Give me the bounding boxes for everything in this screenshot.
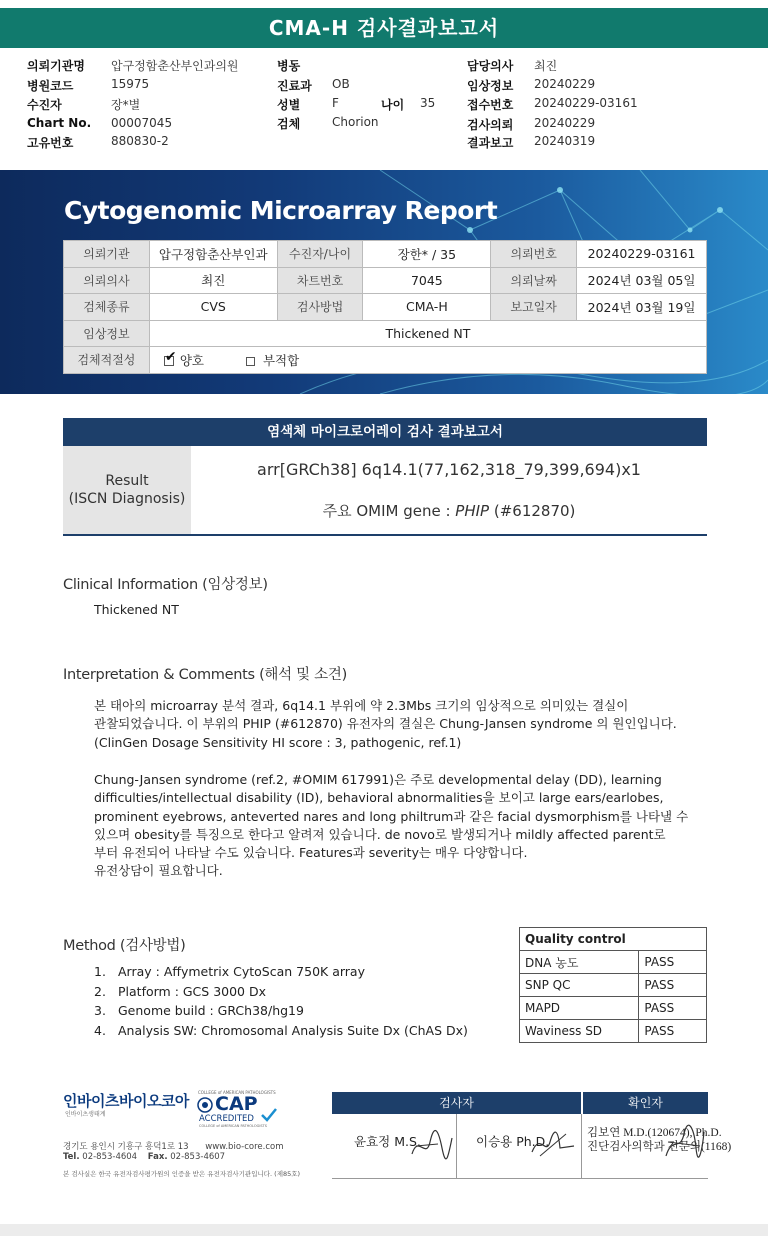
text-line: difficulties/intellectual disability (ID), behavioral abnormalities을 보이고 large ears/earlobes, [94, 790, 664, 806]
cap-accredited-text: ACCREDITED [199, 1114, 254, 1124]
info-value: CVS [149, 294, 277, 321]
table-row [64, 241, 707, 268]
label-referring-institution: 의뢰기관명 [27, 59, 85, 73]
label-report-date: 결과보고 [467, 136, 514, 150]
info-key: 검체종류 [64, 294, 150, 321]
table-row [520, 928, 707, 951]
iscn-result: arr[GRCh38] 6q14.1(77,162,318_79,399,694)x1 [257, 460, 641, 479]
value-sex: F [332, 96, 339, 110]
label-department: 진료과 [277, 79, 312, 93]
text-line: 부터 유전되어 나타날 수도 있습니다. Features과 severity는 매우 다양합니다. [94, 845, 528, 861]
table-row [520, 974, 707, 997]
text-line: Chung-Jansen syndrome (ref.2, #OMIM 617991)은 주로 developmental delay (DD), learning [94, 772, 662, 787]
interpretation-heading: Interpretation & Comments (해석 및 소견) [63, 667, 347, 683]
info-value: CMA-H [363, 294, 491, 321]
list-item [94, 1003, 468, 1023]
table-row [64, 347, 707, 374]
info-key: 검사방법 [277, 294, 363, 321]
list-item [94, 1023, 468, 1043]
tester2-name: 이승용 Ph.D. [476, 1134, 550, 1149]
clinical-info-text: Thickened NT [94, 602, 179, 617]
method-num: 1. [94, 964, 106, 979]
info-key: 검체적절성 [64, 347, 150, 374]
text-line: 본 태아의 microarray 분석 결과, 6q14.1 부위에 약 2.3Mbs 크기의 임상적으로 의미있는 결실이 [94, 698, 629, 713]
info-value: 20240229-03161 [577, 241, 707, 268]
label-doctor: 담당의사 [467, 59, 514, 73]
checkmark-icon [261, 1108, 277, 1122]
result-label-line2: (ISCN Diagnosis) [68, 491, 186, 507]
qc-status: PASS [639, 974, 707, 997]
qc-status: PASS [639, 997, 707, 1020]
accreditation-notice: 본 검사실은 한국 유전자검사평가원의 인증을 받은 유전자검사기관입니다. (제85호) [63, 1170, 301, 1178]
info-key: 수진자/나이 [277, 241, 363, 268]
text-line: 관찰되었습니다. 이 부위의 PHIP (#612870) 유전자의 결실은 Chung-Jansen syndrome 의 원인입니다. [94, 716, 677, 732]
info-value: 2024년 03월 05일 [577, 267, 707, 294]
result-label-line1: Result [105, 473, 149, 489]
text-line: prominent eyebrows, anteverted nares and long philtrum과 같은 facial dysmorphism를 나타낼 수 [94, 808, 689, 824]
value-doctor: 최진 [534, 59, 558, 73]
check-icon: ✔ [164, 349, 177, 366]
cap-accreditation-logo [195, 1090, 285, 1130]
divider [581, 1114, 582, 1179]
info-key: 임상정보 [64, 320, 150, 347]
cap-small-bottom: COLLEGE of AMERICAN PATHOLOGISTS [199, 1124, 267, 1128]
method-text: Genome build : GRCh38/hg19 [118, 1003, 304, 1019]
table-row [520, 951, 707, 974]
method-list [94, 964, 468, 1043]
label-receipt-no: 접수번호 [467, 98, 514, 112]
cap-text: CAP [215, 1093, 258, 1115]
qc-name: DNA 농도 [520, 951, 639, 974]
info-key: 보고일자 [491, 294, 577, 321]
tel-label: Tel. [63, 1152, 80, 1162]
value-age: 35 [420, 96, 436, 110]
text-line: (ClinGen Dosage Sensitivity HI score : 3, pathogenic, ref.1) [94, 734, 462, 750]
fax-number: 02-853-4607 [170, 1152, 226, 1162]
result-label [63, 446, 191, 534]
qc-title: Quality control [520, 928, 707, 951]
qc-name: SNP QC [520, 974, 639, 997]
label-hospital-code: 병원코드 [27, 79, 74, 93]
omim-gene-line [191, 500, 707, 521]
company-address: 경기도 용인시 기흥구 흥덕1로 13 [63, 1142, 189, 1152]
omim-gene-suffix: (#612870) [489, 502, 576, 520]
clinical-info-heading: Clinical Information (임상정보) [63, 577, 268, 593]
value-unique-no: 880830-2 [111, 134, 169, 148]
value-receipt-no: 20240229-03161 [534, 96, 638, 110]
qc-name: Waviness SD [520, 1020, 639, 1043]
tester2-signature [530, 1126, 576, 1164]
label-specimen: 검체 [277, 117, 301, 131]
method-text: Array : Affymetrix CytoScan 750K array [118, 964, 365, 979]
divider [456, 1114, 457, 1179]
label-clinical-info: 임상정보 [467, 79, 514, 93]
company-website: www.bio-core.com [205, 1142, 284, 1152]
table-row [520, 1020, 707, 1043]
info-key: 의뢰번호 [491, 241, 577, 268]
quality-control-table [519, 927, 707, 1043]
option-inadequate-label: 부적합 [262, 352, 300, 368]
specimen-adequacy-options [149, 347, 706, 374]
table-row [520, 997, 707, 1020]
info-value: 장한* / 35 [363, 241, 491, 268]
tel-number: 02-853-4604 [82, 1152, 138, 1162]
company-sub-label: 인바이츠생태계 [65, 1111, 106, 1118]
value-patient: 장*별 [111, 98, 141, 112]
tester1-signature [408, 1124, 454, 1164]
info-key: 의뢰의사 [64, 267, 150, 294]
value-hospital-code: 15975 [111, 77, 150, 91]
patient-info-table [63, 240, 707, 374]
interpretation-paragraph-1 [94, 697, 724, 752]
qc-name: MAPD [520, 997, 639, 1020]
checkbox-adequate[interactable] [164, 349, 177, 366]
table-row [64, 320, 707, 347]
label-sex: 성별 [277, 98, 301, 112]
value-referring-institution: 압구정함춘산부인과의원 [111, 59, 239, 73]
value-chart-no: 00007045 [111, 116, 173, 130]
result-box [63, 446, 707, 536]
list-item [94, 984, 468, 1004]
label-chart-no: Chart No. [27, 116, 92, 130]
contact-line [63, 1152, 225, 1162]
info-key: 의뢰날짜 [491, 267, 577, 294]
method-text: Platform : GCS 3000 Dx [118, 983, 267, 999]
label-request-date: 검사의뢰 [467, 118, 514, 132]
method-num: 3. [94, 1003, 106, 1019]
value-report-date: 20240319 [534, 134, 596, 148]
tester1-name: 윤효정 M.S. [354, 1134, 421, 1149]
info-value: 압구정함춘산부인과 [149, 241, 277, 268]
confirmer-info [587, 1126, 731, 1154]
cap-seal-icon [197, 1096, 213, 1114]
label-patient: 수진자 [27, 98, 62, 112]
confirmer-header: 확인자 [583, 1092, 708, 1114]
method-num: 4. [94, 1023, 106, 1039]
result-section-title: 염색체 마이크로어레이 검사 결과보고서 [63, 418, 707, 446]
cap-small-top: COLLEGE of AMERICAN PATHOLOGISTS [198, 1090, 276, 1095]
info-value: Thickened NT [149, 320, 706, 347]
qc-status: PASS [639, 951, 707, 974]
value-request-date: 20240229 [534, 116, 596, 130]
value-specimen: Chorion [332, 115, 379, 129]
bottom-strip [0, 1224, 768, 1236]
qc-status: PASS [639, 1020, 707, 1043]
table-row [64, 267, 707, 294]
value-department: OB [332, 77, 350, 91]
label-age: 나이 [381, 98, 405, 112]
method-heading: Method (검사방법) [63, 938, 186, 954]
method-text: Analysis SW: Chromosomal Analysis Suite Dx (ChAS Dx) [118, 1023, 468, 1039]
banner-title: Cytogenomic Microarray Report [64, 196, 498, 225]
confirmer-title: 진단검사의학과 전문의(1168) [587, 1141, 732, 1153]
info-key: 차트번호 [277, 267, 363, 294]
info-value: 7045 [363, 267, 491, 294]
value-clinical-info: 20240229 [534, 77, 596, 91]
checkbox-inadequate[interactable] [246, 357, 255, 366]
label-ward: 병동 [277, 59, 301, 73]
omim-gene-prefix: 주요 OMIM gene : [322, 502, 456, 520]
text-line: 있으며 obesity를 특징으로 한다고 알려져 있습니다. de novo로 발생되거나 mildly affected parent로 [94, 826, 666, 842]
address-line [63, 1140, 284, 1152]
label-unique-no: 고유번호 [27, 136, 74, 150]
method-num: 2. [94, 983, 106, 999]
fax-label: Fax. [147, 1152, 168, 1162]
report-title: CMA-H 검사결과보고서 [0, 8, 768, 48]
table-row [64, 294, 707, 321]
info-value: 최진 [149, 267, 277, 294]
list-item [94, 964, 468, 984]
confirmer-name: 김보연 M.D.(120674), Ph.D. [587, 1127, 722, 1139]
interpretation-paragraph-2 [94, 771, 724, 881]
info-key: 의뢰기관 [64, 241, 150, 268]
signature-table [332, 1092, 732, 1179]
company-logo: 인바이츠바이오코아 [63, 1092, 189, 1110]
option-adequate-label: 양호 [179, 352, 204, 368]
info-value: 2024년 03월 19일 [577, 294, 707, 321]
tester-header: 검사자 [332, 1092, 581, 1114]
omim-gene-name: PHIP [455, 502, 490, 520]
text-line: 유전상담이 필요합니다. [94, 863, 223, 879]
confirmer-signature [662, 1122, 706, 1162]
